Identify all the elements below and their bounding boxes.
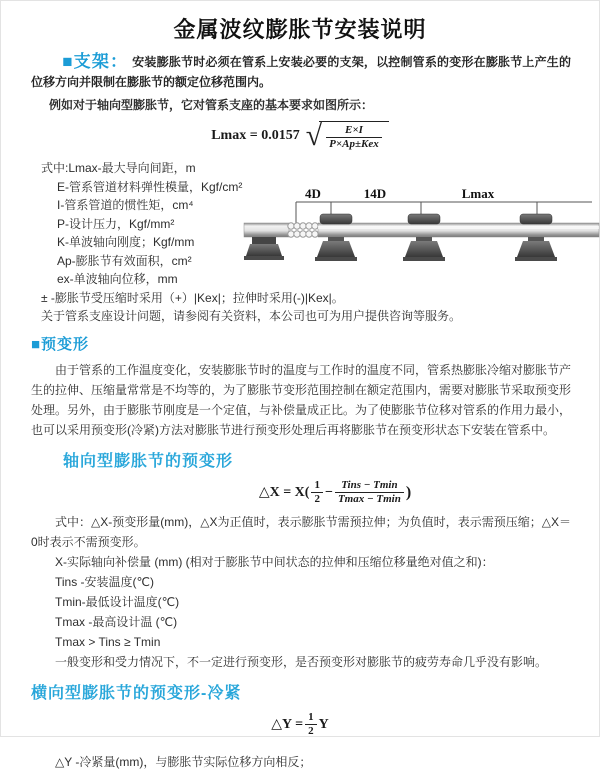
definition-line: I-管系管道的惯性矩，cm⁴ xyxy=(57,198,194,212)
lmax-formula xyxy=(211,121,389,151)
pipe-stub xyxy=(244,223,289,237)
lateral-note: △Y -冷紧量(mm)，与膨胀节实际位移方向相反； xyxy=(55,755,312,769)
definition-line: K-单波轴向刚度；Kgf/mm xyxy=(57,235,195,249)
lateral-formula-num: 1 xyxy=(305,711,317,725)
dim-label-4d: 4D xyxy=(305,186,321,201)
axial-formula-lhs: △X = X( xyxy=(258,485,310,500)
lateral-formula-den: 2 xyxy=(308,725,314,737)
axial-formula-row xyxy=(1,479,599,506)
axial-formula-half-num: 1 xyxy=(311,479,323,493)
axial-note: Tmax > Tins ≥ Tmin xyxy=(55,635,161,649)
anchor-support xyxy=(244,237,284,260)
axial-formula-temp-den: Tmax − Tmin xyxy=(337,493,401,505)
main-pipe xyxy=(318,223,599,237)
axial-subheading: 轴向型膨胀节的预变形 xyxy=(63,453,234,470)
sqrt-body xyxy=(319,121,389,151)
lateral-formula-lhs: △Y = xyxy=(271,717,304,732)
guide-support xyxy=(315,214,357,261)
lmax-formula-lhs: Lmax = 0.0157 xyxy=(211,128,300,143)
sqrt-symbol: √ xyxy=(305,119,323,152)
lateral-formula-rhs: Y xyxy=(318,716,329,732)
axial-formula-rhs: ) xyxy=(405,483,412,501)
lateral-subheading: 横向型膨胀节的预变形-冷紧 xyxy=(31,685,242,702)
axial-note: X-实际轴向补偿量 (mm) (相对于膨胀节中间状态的拉伸和压缩位移量绝对值之和)： xyxy=(55,555,494,569)
support-example-line: 例如对于轴向型膨胀节，它对管系支座的基本要求如图所示： xyxy=(49,98,374,112)
axial-formula-temp-num: Tins − Tmin xyxy=(335,479,404,493)
definition-line: Ap-膨胀节有效面积，cm² xyxy=(57,253,192,268)
axial-note: 式中：△X-预变形量(mm)，△X为正值时，表示膨胀节需预拉伸；为负值时，表示需预压缩；△X＝0时表示不需预变形。 xyxy=(31,515,571,549)
lateral-formula-row xyxy=(1,711,599,738)
guide-support xyxy=(515,214,557,261)
definition-line: ex-单波轴向位移，mm xyxy=(57,272,178,286)
definition-line: 关于管系支座设计问题，请参阅有关资料，本公司也可为用户提供咨询等服务。 xyxy=(41,309,462,323)
dim-label-14d: 14D xyxy=(363,186,387,201)
definition-line: P-设计压力，Kgf/mm² xyxy=(57,216,175,231)
axial-note: Tins -安装温度(℃) xyxy=(55,575,155,589)
pipe-highlight xyxy=(318,226,599,229)
axial-formula-minus: − xyxy=(324,484,333,500)
guide-support xyxy=(403,214,445,261)
support-intro-paragraph xyxy=(31,52,571,92)
definitions-and-diagram xyxy=(1,159,599,329)
predeform-section-heading: ■预变形 xyxy=(31,336,90,353)
lmax-formula-row xyxy=(1,121,599,151)
axial-note: 一般变形和受力情况下，不一定进行预变形，是否预变形对膨胀节的疲劳寿命几乎没有影响。 xyxy=(55,655,548,669)
predeform-paragraph: 由于管系的工作温度变化，安装膨胀节时的温度与工作时的温度不同，管系热膨胀冷缩对膨胀节产生的拉伸、压缩量常常是不均等的，为了膨胀节变形范围控制在额定范围内，需要对膨胀节采取预变形处理。另外，由于膨胀节刚度是一个定值，与补偿量成正比。为了使膨胀节位移对管系的作用力最小，也可以采用预变形(冷紧)方法对膨胀节进行预变形处理后再将膨胀节在预变形状态下安装在管系中。 xyxy=(31,363,572,437)
definition-line: E-管系管道材料弹性模量，Kgf/cm² xyxy=(57,179,243,194)
dim-label-lmax: Lmax xyxy=(461,186,495,201)
support-section-heading: ■支架： xyxy=(62,52,129,71)
definition-line: ± -膨胀节受压缩时采用（+）|Kex|；拉伸时采用(-)|Kex|。 xyxy=(41,290,344,305)
lmax-formula-denominator: P×Ap±Kex xyxy=(329,138,379,150)
axial-formula xyxy=(259,479,411,506)
lateral-formula xyxy=(271,711,328,738)
pipe-support-diagram xyxy=(244,185,599,280)
lmax-formula-numerator: E×I xyxy=(326,124,382,138)
axial-note: Tmin-最低设计温度(℃) xyxy=(55,595,180,609)
page-title: 金属波纹膨胀节安装说明 xyxy=(173,17,427,42)
axial-note: Tmax -最高设计温 (℃) xyxy=(55,615,178,629)
axial-notes xyxy=(1,512,599,672)
bellows-icon xyxy=(288,223,318,237)
definition-line: 式中:Lmax-最大导向间距，m xyxy=(41,161,196,175)
support-intro-text: 安装膨胀节时必须在管系上安装必要的支架，以控制管系的变形在膨胀节上产生的位移方向并限制在膨胀节的额定位移范围内。 xyxy=(31,55,571,89)
axial-formula-half-den: 2 xyxy=(314,493,320,505)
